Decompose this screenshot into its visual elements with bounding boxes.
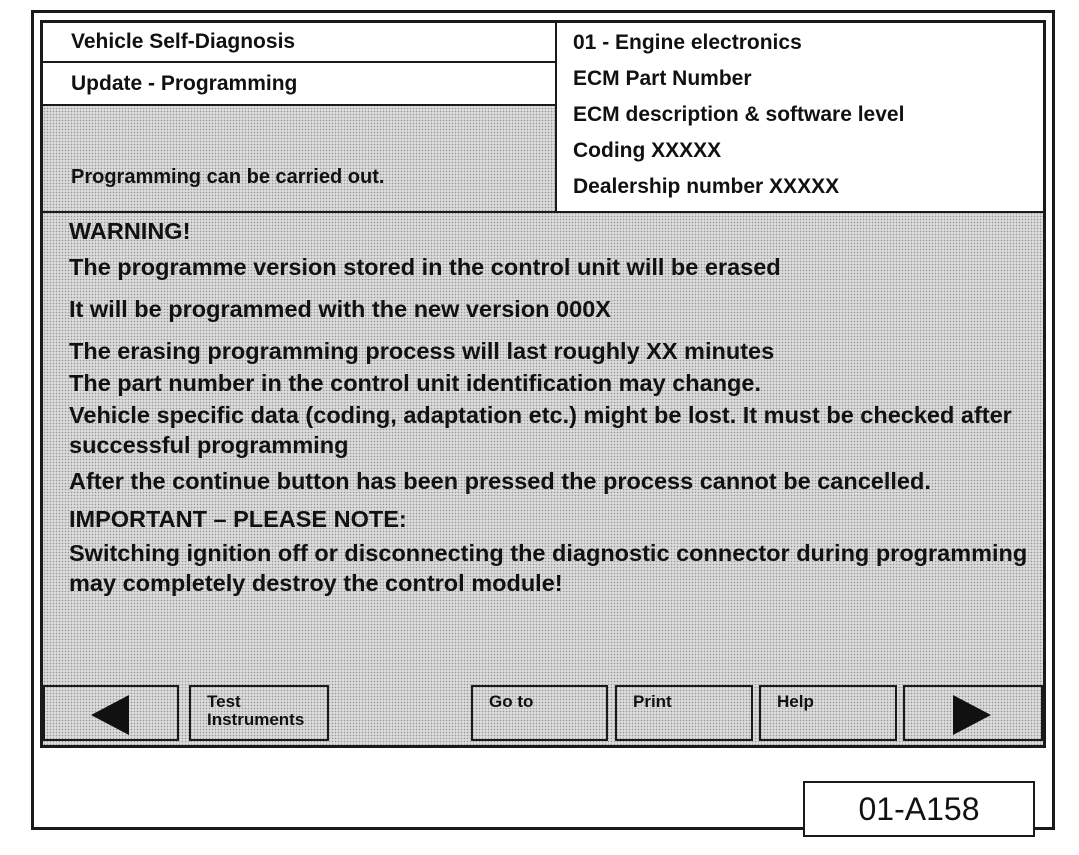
arrow-left-icon [91,695,129,735]
message-body [69,216,1029,598]
info-line-module: 01 - Engine electronics [573,31,802,54]
function-title [43,23,557,63]
forward-button[interactable] [903,685,1043,741]
info-line-part-number: ECM Part Number [573,67,752,90]
help-button[interactable] [759,685,897,741]
message-line: After the continue button has been pressed the process cannot be cancelled. [69,468,931,494]
function-subtitle-text: Update - Programming [71,71,298,95]
back-button[interactable] [43,685,179,741]
diagnosis-screen [40,20,1046,748]
status-message: Programming can be carried out. [71,166,385,188]
message-line: It will be programmed with the new version 000X [69,296,611,322]
header-divider [43,211,1043,213]
message-line: The part number in the control unit identification may change. [69,370,761,396]
goto-button[interactable] [471,685,608,741]
important-heading: IMPORTANT – PLEASE NOTE: [69,506,407,532]
figure-reference-text: 01-A158 [858,790,980,827]
info-line-coding: Coding XXXXX [573,139,722,162]
warning-heading: WARNING! [69,218,191,244]
message-line: Vehicle specific data (coding, adaptation etc.) might be lost. It must be checked after successful programming [69,402,1012,458]
important-text: Switching ignition off or disconnecting the diagnostic connector during programming may completely destroy the control module! [69,540,1028,596]
figure-reference [803,781,1035,837]
function-title-text: Vehicle Self-Diagnosis [71,30,296,53]
help-label: Help [777,692,814,711]
test-instruments-label-line2: Instruments [207,710,305,729]
info-line-dealership: Dealership number XXXXX [573,175,840,198]
test-instruments-button[interactable] [189,685,329,741]
message-line: The erasing programming process will last roughly XX minutes [69,338,775,364]
function-subtitle [43,63,557,106]
control-unit-info [557,23,1043,211]
test-instruments-label-line1: Test [207,692,241,711]
arrow-right-icon [953,695,991,735]
print-label: Print [633,692,672,711]
goto-label: Go to [489,692,534,711]
info-line-description: ECM description & software level [573,103,905,126]
print-button[interactable] [615,685,753,741]
message-line: The programme version stored in the control unit will be erased [69,254,781,280]
status-panel [43,106,557,211]
